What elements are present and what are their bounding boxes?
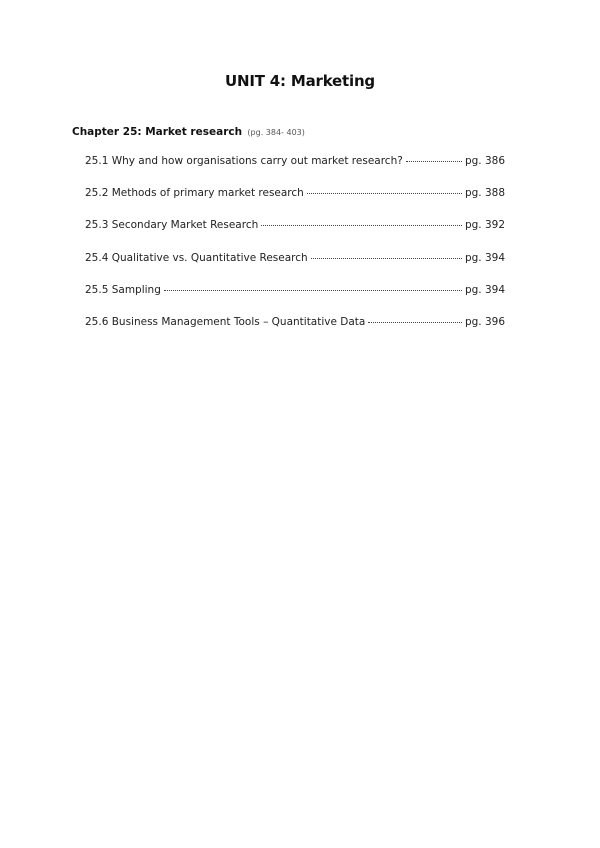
- dot-leader: [164, 290, 462, 291]
- table-of-contents: [85, 155, 505, 348]
- chapter-page-range: (pg. 384- 403): [247, 128, 305, 137]
- dot-leader: [307, 193, 462, 194]
- toc-entry-page: pg. 396: [464, 315, 505, 328]
- toc-entry-label: 25.6 Business Management Tools – Quantitative Data: [85, 315, 366, 328]
- toc-entry-page: pg. 388: [464, 187, 505, 200]
- chapter-heading: [72, 126, 305, 138]
- toc-entry-page: pg. 394: [464, 251, 505, 264]
- toc-entry-page: pg. 386: [464, 155, 505, 167]
- toc-entry[interactable]: [85, 219, 505, 251]
- dot-leader: [261, 225, 462, 226]
- toc-entry-page: pg. 392: [464, 219, 505, 232]
- toc-entry-label: 25.4 Qualitative vs. Quantitative Research: [85, 251, 308, 264]
- toc-entry[interactable]: [85, 252, 505, 284]
- toc-entry-label: 25.2 Methods of primary market research: [85, 187, 304, 200]
- toc-entry-label: 25.3 Secondary Market Research: [85, 219, 259, 232]
- dot-leader: [311, 258, 462, 259]
- toc-entry-page: pg. 394: [464, 283, 505, 296]
- dot-leader: [368, 322, 462, 323]
- chapter-title: Chapter 25: Market research: [72, 126, 243, 138]
- toc-entry[interactable]: [85, 155, 505, 187]
- toc-entry-label: 25.5 Sampling: [85, 283, 161, 296]
- unit-title: UNIT 4: Marketing: [225, 72, 375, 90]
- toc-entry[interactable]: [85, 284, 505, 316]
- toc-entry-label: 25.1 Why and how organisations carry out market research?: [85, 155, 403, 167]
- dot-leader: [406, 161, 462, 162]
- toc-entry[interactable]: [85, 316, 505, 348]
- toc-entry[interactable]: [85, 187, 505, 219]
